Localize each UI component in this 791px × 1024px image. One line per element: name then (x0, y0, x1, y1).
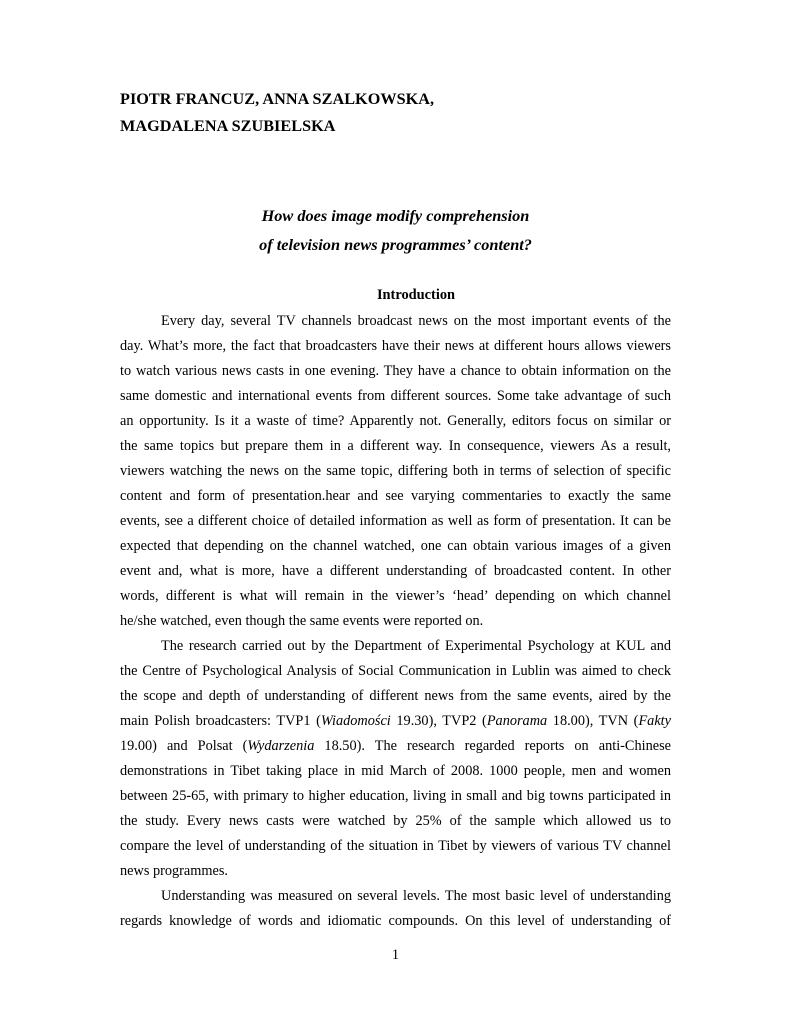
paper-title (0, 201, 791, 259)
paragraph-2-line: compare the level of understanding of the situation in Tibet by viewers of various TV channel (120, 838, 671, 854)
paragraph-2-line: between 25-65, with primary to higher education, living in small and big towns participated in (120, 788, 671, 804)
paragraph-1-line: same domestic and international events from different sources. Some take advantage of such (120, 388, 671, 404)
program-name-panorama: Panorama (486, 713, 548, 729)
paragraph-2-line-broadcasters (120, 709, 671, 734)
paragraph-2-line: The research carried out by the Department of Experimental Psychology at KUL and (161, 638, 671, 654)
text-segment: main Polish broadcasters: TVP1 ( (120, 713, 321, 729)
paragraph-1-line: the same topics but prepare them in a different way. In consequence, viewers As a result, (120, 438, 671, 454)
paragraph-1-line: to watch various news casts in one evening. They have a chance to obtain information on the (120, 363, 671, 379)
paragraph-2-line: the study. Every news casts were watched by 25% of the sample which allowed us to (120, 813, 671, 829)
text-segment: 19.30), TVP2 ( (390, 713, 487, 729)
paragraph-2-line: the Centre of Psychological Analysis of Social Communication in Lublin was aimed to check (120, 663, 671, 679)
title-line-1: How does image modify comprehension (261, 206, 530, 225)
paragraph-1-line: events, see a different choice of detailed information as well as form of presentation. It can be (120, 513, 671, 529)
text-segment: 18.50). The research regarded reports on anti-Chinese (314, 738, 671, 754)
paragraph-3-line: regards knowledge of words and idiomatic compounds. On this level of understanding of (120, 913, 671, 929)
paragraph-1-line: words, different is what will remain in the viewer’s ‘head’ depending on which channel (120, 588, 671, 604)
paragraph-1-line: event and, what is more, have a different understanding of broadcasted content. In other (120, 563, 671, 579)
program-name-fakty: Fakty (638, 713, 671, 729)
paragraph-1-line: viewers watching the news on the same topic, differing both in terms of selection of specific (120, 463, 671, 479)
authors-block (120, 86, 434, 140)
body-text (120, 309, 671, 934)
program-name-wiadomosci: Wiadomości (320, 713, 391, 729)
authors-line-1: PIOTR FRANCUZ, ANNA SZALKOWSKA, (120, 90, 435, 108)
paragraph-2-line-polsat (120, 734, 671, 759)
paragraph-1-line: he/she watched, even though the same events were reported on. (120, 613, 484, 629)
paragraph-2-line: news programmes. (120, 863, 228, 879)
paragraph-1-line: day. What’s more, the fact that broadcasters have their news at different hours allows viewers (120, 338, 671, 354)
authors-line-2: MAGDALENA SZUBIELSKA (120, 117, 336, 135)
paragraph-2-line: demonstrations in Tibet taking place in mid March of 2008. 1000 people, men and women (120, 763, 671, 779)
paragraph-2-line: the scope and depth of understanding of different news from the same events, aired by the (120, 688, 671, 704)
text-segment: 18.00), TVN ( (547, 713, 639, 729)
program-name-wydarzenia: Wydarzenia (247, 738, 315, 754)
paragraph-1-line: content and form of presentation.hear and see varying commentaries to exactly the same (120, 488, 671, 504)
title-line-2: of television news programmes’ content? (259, 235, 532, 254)
section-heading-introduction: Introduction (376, 287, 456, 303)
paragraph-1-line: an opportunity. Is it a waste of time? Apparently not. Generally, editors focus on similar or (120, 413, 671, 429)
page-number: 1 (391, 947, 400, 963)
paragraph-1-line: Every day, several TV channels broadcast news on the most important events of the (161, 313, 671, 329)
paragraph-1-line: expected that depending on the channel watched, one can obtain various images of a given (120, 538, 671, 554)
text-segment: 19.00) and Polsat ( (120, 738, 248, 754)
paragraph-3-line: Understanding was measured on several levels. The most basic level of understanding (161, 888, 671, 904)
